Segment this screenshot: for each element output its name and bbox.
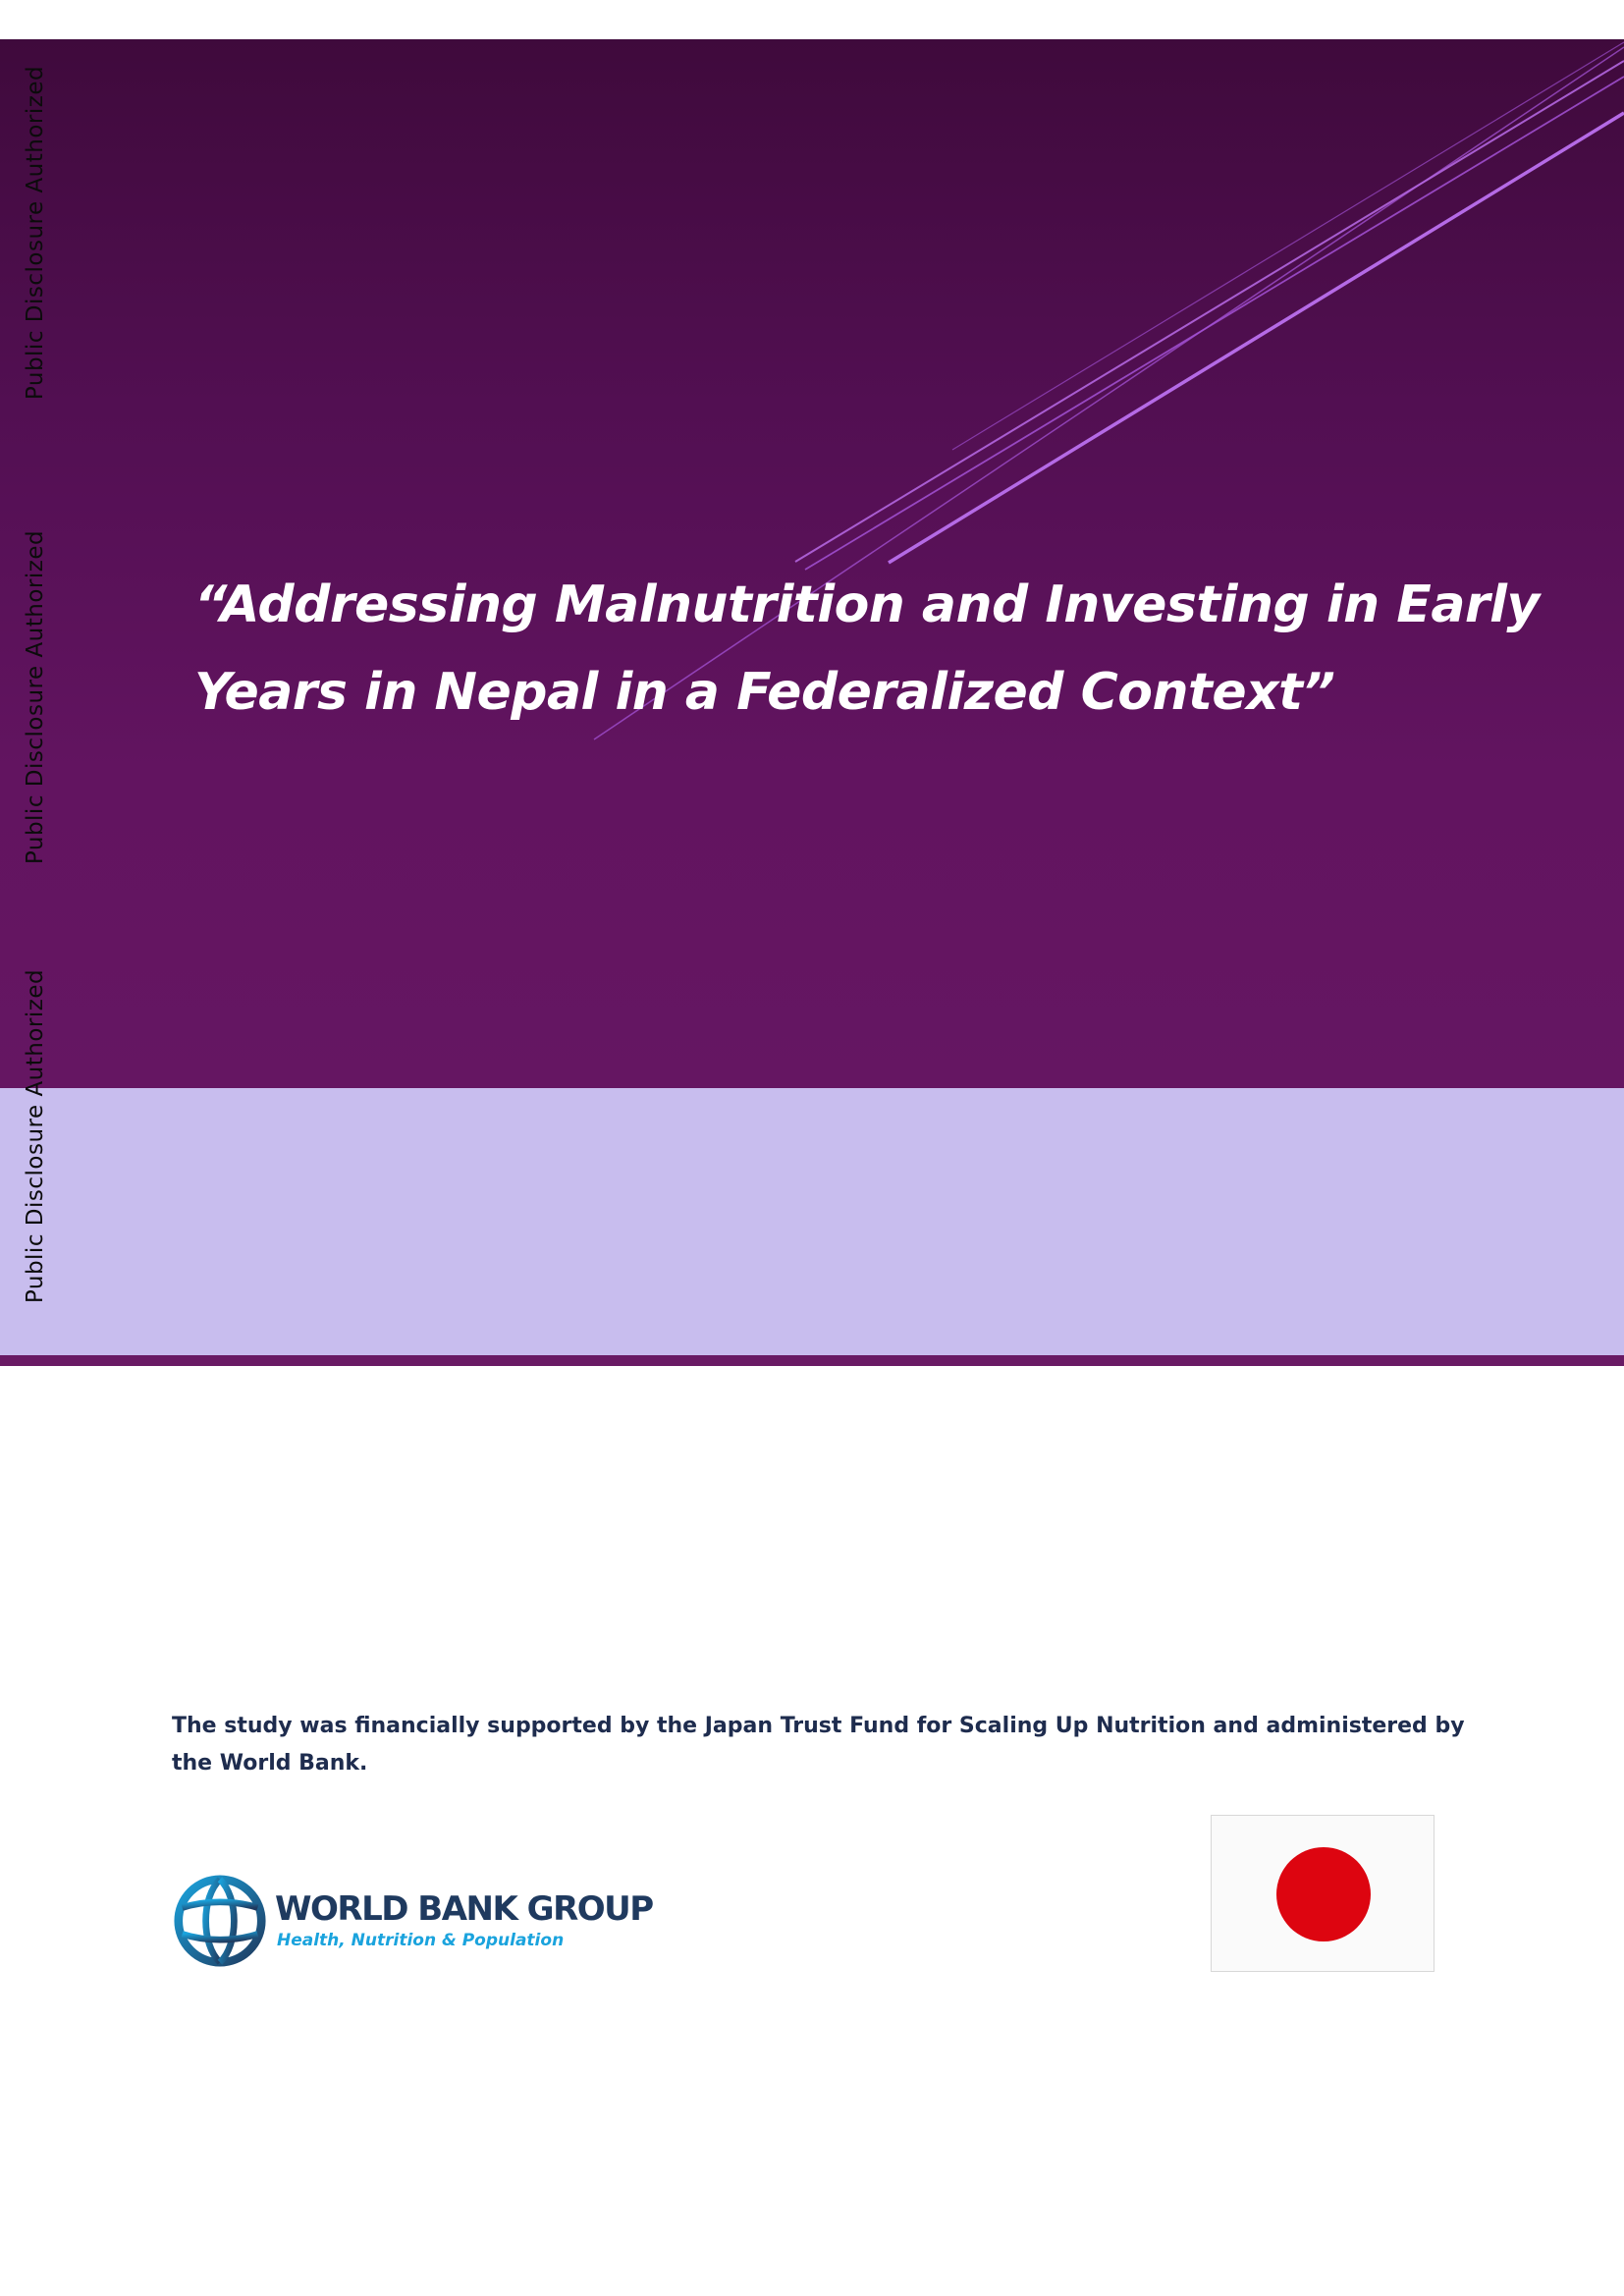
document-title: “Addressing Malnutrition and Investing in Early Years in Nepal in a Federalized Context” — [194, 575, 1540, 722]
world-bank-group-logo — [173, 1872, 664, 1970]
logo-wordmark: WORLD BANK GROUP — [275, 1889, 653, 1929]
disclosure-text: Public Disclosure Authorized — [23, 968, 48, 1304]
globe-icon — [173, 1874, 267, 1968]
disclosure-text: Public Disclosure Authorized — [23, 529, 48, 865]
disclosure-text: Public Disclosure Authorized — [23, 65, 48, 401]
japan-flag-icon — [1211, 1815, 1435, 1972]
flag-sun-disc — [1276, 1847, 1371, 1941]
divider-rule — [0, 1355, 1624, 1366]
funding-statement: The study was financially supported by the Japan Trust Fund for Scaling Up Nutrition and administered by the World Bank. — [172, 1714, 1465, 1776]
lavender-band — [0, 1088, 1624, 1355]
logo-tagline: Health, Nutrition & Population — [277, 1931, 565, 1950]
